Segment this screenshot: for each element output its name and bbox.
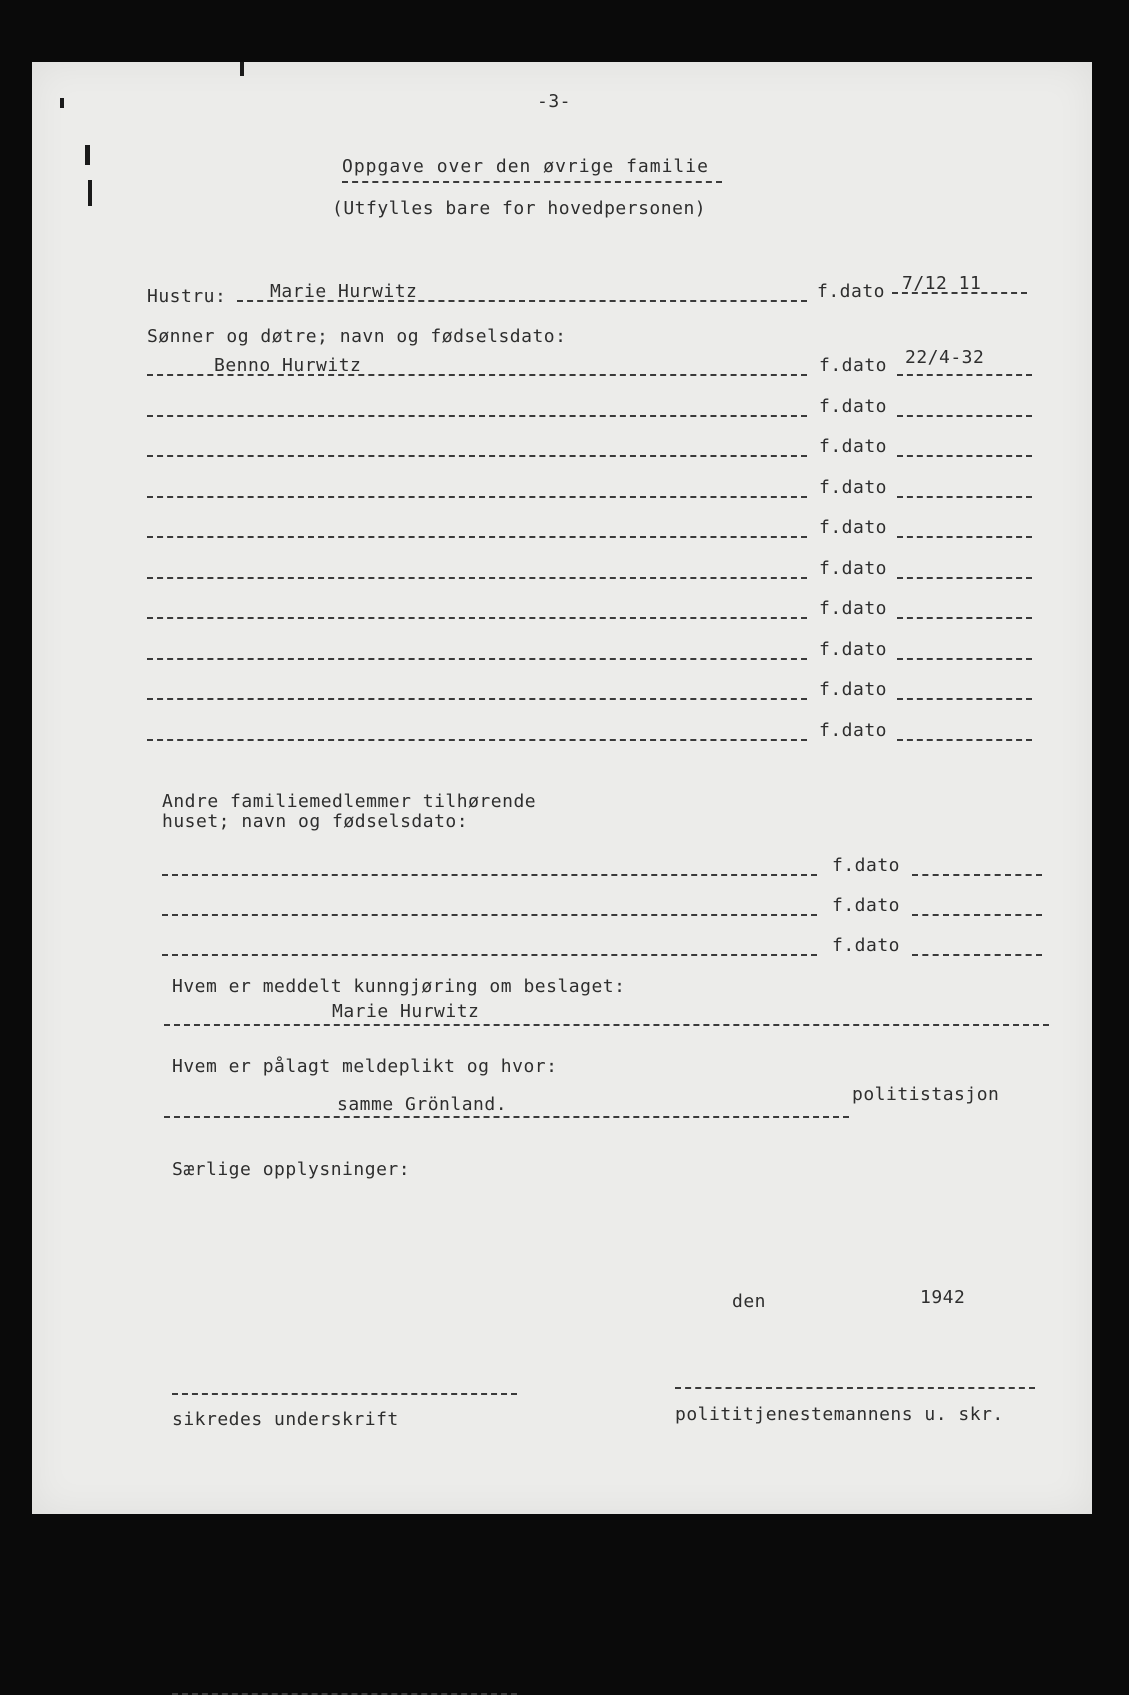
form-title: Oppgave over den øvrige familie [342, 156, 709, 177]
scan-mark [88, 180, 92, 206]
row-date-label: f.dato [819, 476, 888, 498]
row-date-label: f.dato [819, 598, 888, 619]
row-name-line [147, 698, 807, 700]
row-date-label: f.dato [819, 719, 888, 741]
row-date-label: f.dato [819, 679, 888, 700]
signature-right-label: polititjenestemannens u. skr. [675, 1404, 1004, 1425]
row-name-line [162, 914, 817, 916]
row-name-line [147, 739, 807, 741]
notice-label: Hvem er meddelt kunngjøring om beslaget: [172, 976, 626, 997]
row-name-line [147, 536, 807, 538]
title-underline [342, 181, 722, 183]
row-name-line [147, 374, 807, 376]
date-year: 1942 [920, 1287, 966, 1308]
row-name-line [162, 954, 817, 956]
wife-date: 7/12 11 [902, 273, 982, 294]
row-date-label: f.dato [819, 557, 888, 579]
row-name-line [147, 658, 807, 660]
wife-name-line [237, 300, 807, 302]
children-heading: Sønner og døtre; navn og fødselsdato: [147, 326, 567, 347]
form-subtitle: (Utfylles bare for hovedpersonen) [332, 198, 707, 219]
row-date-line [897, 577, 1032, 579]
row-date: 22/4-32 [905, 347, 985, 368]
signature-line-right [675, 1387, 1035, 1389]
wife-name: Marie Hurwitz [270, 281, 418, 302]
row-date-label: f.dato [819, 436, 888, 457]
row-name-line [147, 496, 807, 498]
duty-suffix: politistasjon [852, 1084, 1000, 1105]
row-date-line [897, 698, 1032, 700]
row-date-label: f.dato [819, 517, 888, 538]
row-date-label: f.dato [832, 855, 901, 876]
row-date-line [912, 914, 1042, 916]
duty-label: Hvem er pålagt meldeplikt og hvor: [172, 1056, 558, 1077]
row-date-label: f.dato [819, 638, 888, 660]
scan-mark [240, 62, 244, 76]
row-date-line [897, 415, 1032, 417]
row-date-line [912, 874, 1042, 876]
row-date-line [897, 617, 1032, 619]
row-date-label: f.dato [832, 935, 901, 956]
wife-date-line [892, 292, 1027, 294]
row-name-line [147, 577, 807, 579]
others-heading-line1: Andre familiemedlemmer tilhørende [162, 791, 537, 812]
wife-label: Hustru: [147, 286, 227, 307]
row-date-line [897, 739, 1032, 741]
duty-line [164, 1116, 849, 1118]
date-den: den [732, 1291, 767, 1312]
signature-line-left [172, 1393, 517, 1395]
others-heading-line2: huset; navn og fødselsdato: [162, 811, 469, 832]
row-name-line [162, 874, 817, 876]
wife-date-label: f.dato [817, 281, 886, 302]
row-name: Benno Hurwitz [214, 355, 362, 376]
row-name-line [147, 455, 807, 457]
row-name-line [147, 617, 807, 619]
row-date-line [897, 374, 1032, 376]
row-date-line [897, 536, 1032, 538]
row-date-line [897, 496, 1032, 498]
scan-mark [60, 98, 64, 108]
row-date-line [897, 658, 1032, 660]
row-date-label: f.dato [832, 895, 901, 916]
document-page [32, 62, 1092, 1514]
row-date-line [897, 455, 1032, 457]
row-date-label: f.dato [819, 355, 888, 376]
row-name-line [147, 415, 807, 417]
duty-value: samme Grönland. [337, 1094, 508, 1115]
signature-left-label: sikredes underskrift [172, 1409, 399, 1430]
scan-mark [85, 145, 90, 165]
special-label: Særlige opplysninger: [172, 1159, 411, 1180]
page-number: -3- [537, 91, 572, 112]
notice-line [164, 1024, 1049, 1026]
row-date-line [912, 954, 1042, 956]
row-date-label: f.dato [819, 395, 888, 417]
notice-value: Marie Hurwitz [332, 1001, 480, 1022]
